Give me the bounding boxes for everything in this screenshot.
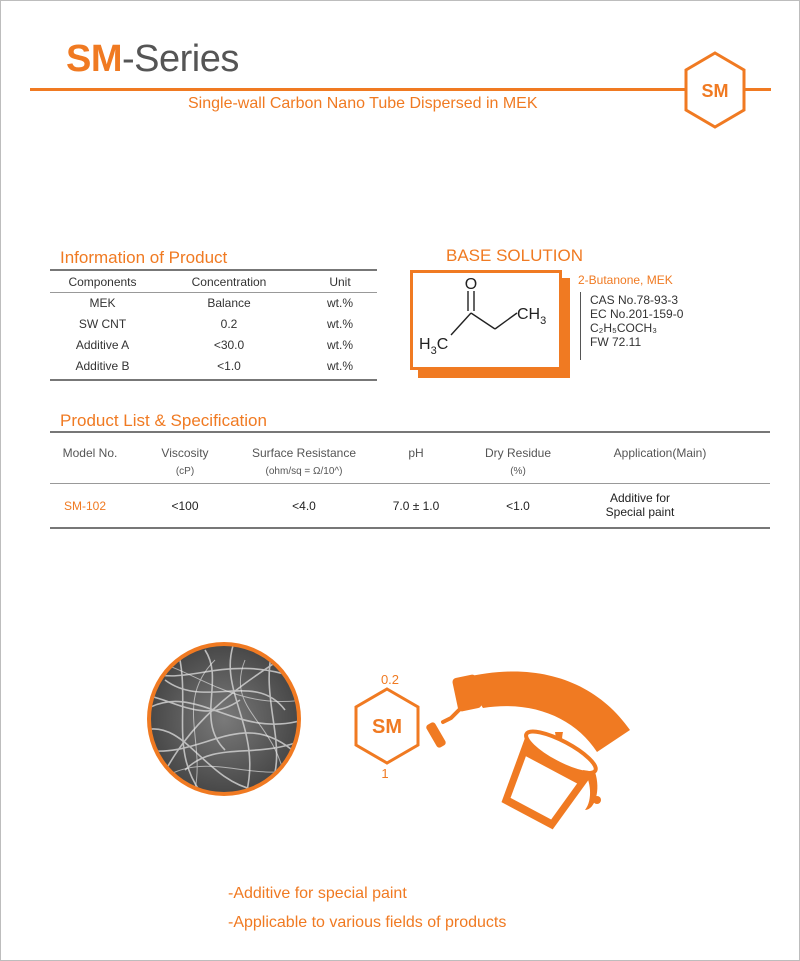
application-line-1: Additive for xyxy=(609,491,671,505)
col-surface-resistance-unit: (ohm/sq = Ω/10^) xyxy=(265,466,343,477)
hexagon-top-value: 0.2 xyxy=(380,672,400,687)
title-suffix: -Series xyxy=(122,38,239,80)
info-cell: wt.% xyxy=(326,337,353,352)
cas-number: CAS No.78-93-3 xyxy=(590,293,679,307)
bullet-item: -Additive for special paint xyxy=(228,885,407,902)
page-title xyxy=(66,38,239,81)
hexagon-bottom-value: 1 xyxy=(381,766,389,781)
methyl-left-sub: 3 xyxy=(430,345,437,357)
table-row xyxy=(50,293,377,314)
hexagon-center-label: SM xyxy=(372,716,402,738)
bullet-item: -Applicable to various fields of products xyxy=(228,914,507,931)
badge-label: SM xyxy=(701,81,729,101)
page-subtitle: Single-wall Carbon Nano Tube Dispersed in MEK xyxy=(188,95,538,112)
methyl-left-h: H xyxy=(419,336,431,353)
info-cell: wt.% xyxy=(326,316,353,331)
col-surface-resistance: Surface Resistance xyxy=(251,446,357,460)
svg-text:H3C xyxy=(419,336,448,357)
product-list-bottom-rule xyxy=(50,527,770,529)
product-list-top-rule xyxy=(50,431,770,433)
methyl-left-c: C xyxy=(436,336,449,353)
product-list-title: Product List & Specification xyxy=(60,411,267,430)
info-cell: 0.2 xyxy=(220,316,238,331)
chemical-formula: C₂H₅COCH₃ xyxy=(590,321,658,335)
dry-residue-value: <1.0 xyxy=(506,499,530,513)
cas-divider xyxy=(580,292,581,360)
base-solution-name: 2-Butanone, MEK xyxy=(578,273,673,287)
header-divider-right xyxy=(745,88,771,91)
oxygen-label: O xyxy=(464,276,478,293)
cnt-micrograph-image xyxy=(145,640,303,798)
sm-hexagon-badge xyxy=(683,50,747,130)
info-cell: wt.% xyxy=(326,295,353,310)
header-divider xyxy=(30,88,685,91)
table-row xyxy=(50,335,377,356)
col-application: Application(Main) xyxy=(613,446,707,460)
base-solution-title: BASE SOLUTION xyxy=(446,246,583,265)
info-section-title: Information of Product xyxy=(60,248,228,267)
butanone-structure xyxy=(413,273,559,367)
model-number: SM-102 xyxy=(63,499,107,513)
table-row xyxy=(50,356,377,377)
col-viscosity-unit: (cP) xyxy=(175,466,195,477)
info-col-concentration: Concentration xyxy=(191,275,267,289)
methyl-right-sub: 3 xyxy=(540,315,547,327)
resistance-value: <4.0 xyxy=(292,499,316,513)
methyl-right-ch: CH xyxy=(517,306,541,323)
info-bottom-rule xyxy=(50,379,377,381)
info-cell: Additive A xyxy=(75,337,130,352)
info-cell: Balance xyxy=(207,295,251,310)
viscosity-value: <100 xyxy=(171,499,199,513)
application-line-2: Special paint xyxy=(605,505,675,519)
info-header-row xyxy=(50,271,377,293)
molecule-box xyxy=(410,270,562,370)
formula-weight: FW 72.11 xyxy=(590,335,642,349)
sm-hexagon-diagram xyxy=(352,686,422,766)
info-cell: MEK xyxy=(89,295,116,310)
info-cell: <30.0 xyxy=(213,337,245,352)
col-ph: pH xyxy=(408,446,424,460)
title-prefix: SM xyxy=(66,38,122,80)
col-model: Model No. xyxy=(62,446,118,460)
info-table xyxy=(50,271,377,377)
info-col-components: Components xyxy=(68,275,137,289)
paint-roller-bucket-icon xyxy=(425,660,640,830)
info-cell: SW CNT xyxy=(78,316,127,331)
col-dry-residue: Dry Residue xyxy=(484,446,552,460)
col-viscosity: Viscosity xyxy=(161,446,209,460)
info-cell: wt.% xyxy=(326,358,353,373)
col-dry-residue-unit: (%) xyxy=(510,466,526,477)
application-value xyxy=(590,491,690,519)
ec-number: EC No.201-159-0 xyxy=(590,307,684,321)
ph-value: 7.0 ± 1.0 xyxy=(392,499,440,513)
table-row xyxy=(50,314,377,335)
base-solution-details xyxy=(590,293,683,349)
info-cell: Additive B xyxy=(75,358,130,373)
product-list-header-rule xyxy=(50,483,770,484)
info-col-unit: Unit xyxy=(329,275,351,289)
info-cell: <1.0 xyxy=(217,358,241,373)
svg-text:CH3 xyxy=(517,306,546,327)
